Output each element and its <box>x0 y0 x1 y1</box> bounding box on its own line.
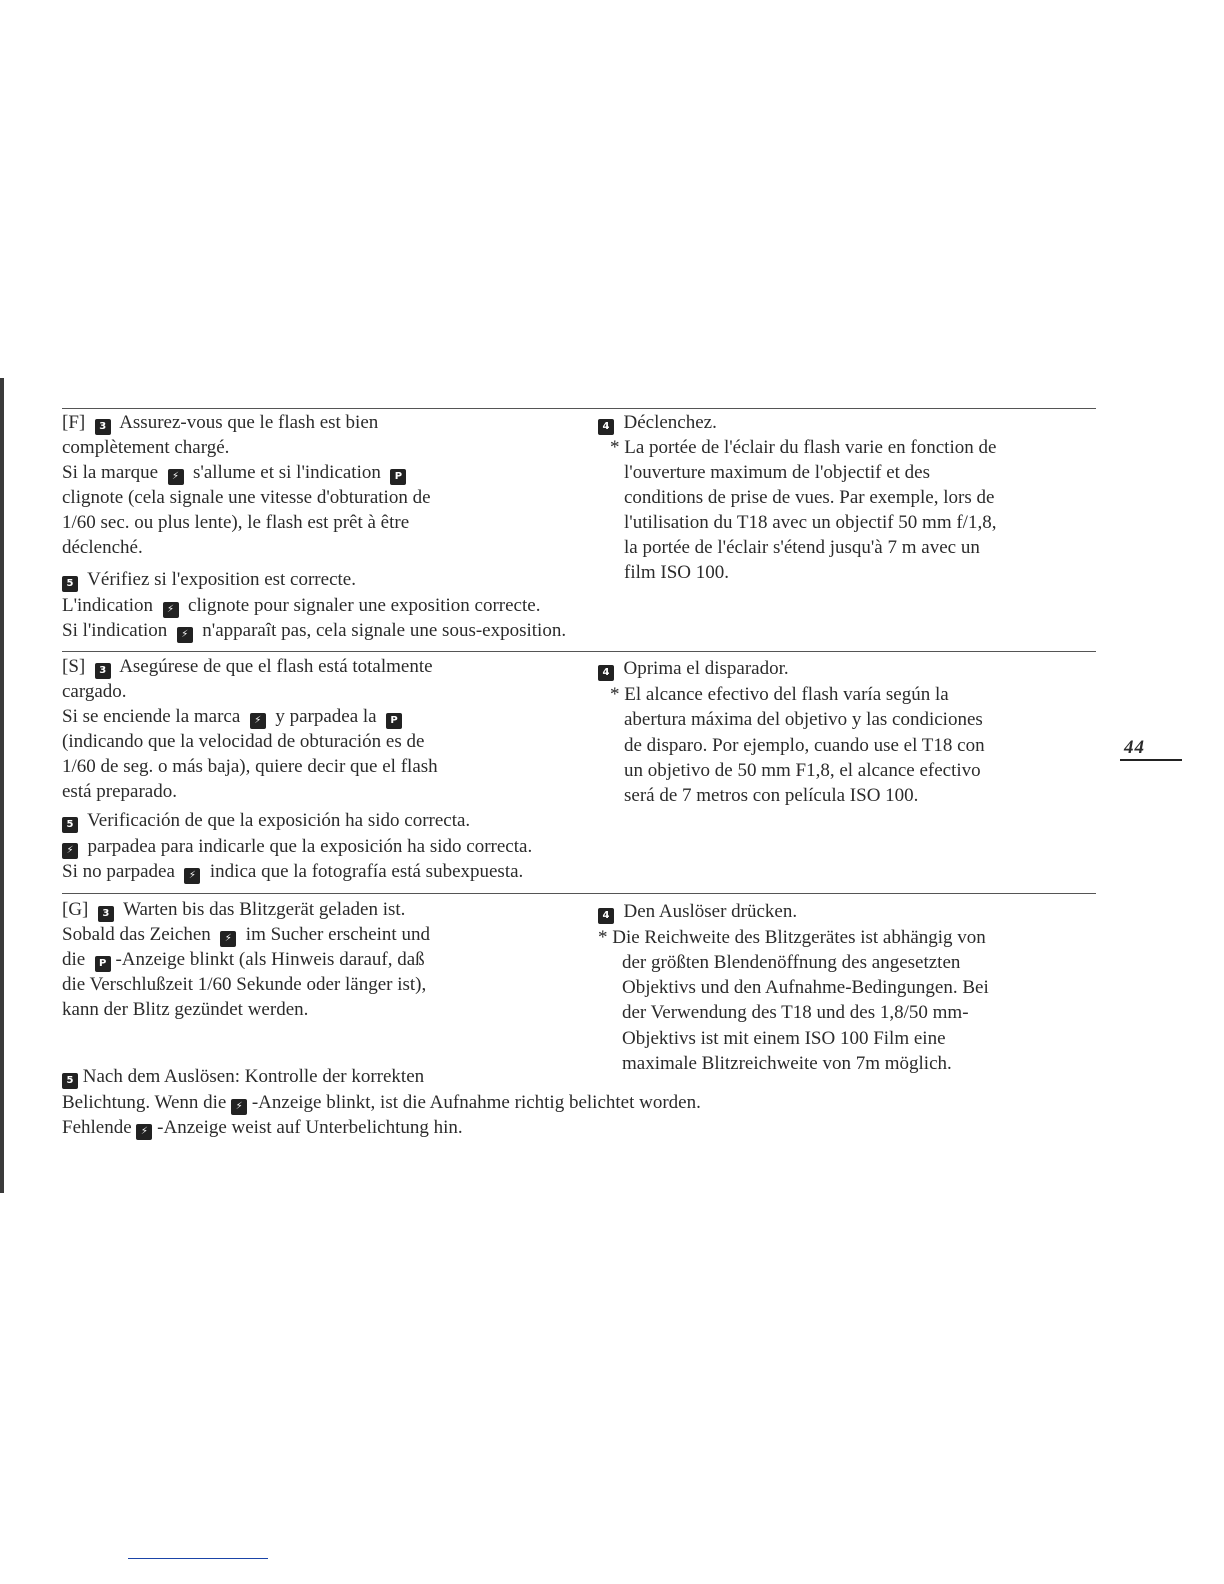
es-right-2: * El alcance efectivo del flash varía según la <box>610 684 949 705</box>
flash-ready-icon: ⚡ <box>250 713 266 729</box>
fr-text: n'apparaît pas, cela signale une sous-exposition. <box>202 620 567 641</box>
de-line-5: kann der Blitz gezündet werden. <box>62 999 309 1020</box>
de-text: Nach dem Auslösen: Kontrolle der korrekten <box>82 1066 425 1087</box>
de-right-4: Objektivs und den Aufnahme-Bedingungen. Bei <box>622 977 989 998</box>
es-text: y parpadea la <box>275 706 377 727</box>
es-text: Verificación de que la exposición ha sido correcta. <box>87 810 471 831</box>
p-indicator-icon: P <box>95 956 111 972</box>
es-bottom-2 <box>62 834 532 859</box>
flash-ready-icon: ⚡ <box>168 469 184 485</box>
es-line-4: (indicando que la velocidad de obturación es de <box>62 731 425 752</box>
de-text: Fehlende <box>62 1117 132 1138</box>
es-text: indica que la fotografía está subexpuesta. <box>209 861 524 882</box>
es-text: Oprima el disparador. <box>623 658 789 679</box>
es-line-2: cargado. <box>62 681 127 702</box>
es-text: Si se enciende la marca <box>62 706 241 727</box>
de-right-7: maximale Blitzreichweite von 7m möglich. <box>622 1053 952 1074</box>
fr-text: Vérifiez si l'exposition est correcte. <box>87 569 356 590</box>
de-text: Warten bis das Blitzgerät geladen ist. <box>123 899 406 920</box>
p-indicator-icon: P <box>390 469 406 485</box>
section-divider-es <box>62 651 1096 652</box>
page-number: 44 <box>1124 737 1145 758</box>
step-5-icon: 5 <box>62 576 78 592</box>
step-5-icon: 5 <box>62 1073 78 1089</box>
fr-right-5: l'utilisation du T18 avec un objectif 50 mm f/1,8, <box>624 512 997 533</box>
de-right-6: Objektivs ist mit einem ISO 100 Film eine <box>622 1028 946 1049</box>
fr-bottom-1 <box>62 567 356 592</box>
fr-right-4: conditions de prise de vues. Par exemple, lors de <box>624 487 995 508</box>
lang-label-fr: [F] <box>62 412 86 433</box>
fr-line-4: clignote (cela signale une vitesse d'obturation de <box>62 487 431 508</box>
fr-bottom-2 <box>62 593 540 618</box>
lang-label-es: [S] <box>62 656 86 677</box>
step-3-icon: 3 <box>95 419 111 435</box>
fr-line-1 <box>62 410 378 435</box>
de-bottom-2 <box>62 1090 701 1115</box>
es-text: Si no parpadea <box>62 861 175 882</box>
fr-text: clignote pour signaler une exposition correcte. <box>188 595 541 616</box>
es-right-3: abertura máxima del objetivo y las condiciones <box>624 709 983 730</box>
es-line-3 <box>62 704 402 729</box>
section-divider-de <box>62 893 1096 894</box>
de-text: die <box>62 949 86 970</box>
fr-text: Si la marque <box>62 462 159 483</box>
lang-label-de: [G] <box>62 899 89 920</box>
step-4-icon: 4 <box>598 419 614 435</box>
de-text: -Anzeige weist auf Unterbelichtung hin. <box>157 1117 463 1138</box>
de-text: -Anzeige blinkt, ist die Aufnahme richtig belichtet worden. <box>251 1092 701 1113</box>
es-text: parpadea para indicarle que la exposición ha sido correcta. <box>87 836 533 857</box>
fr-bottom-3 <box>62 618 566 643</box>
de-line-4: die Verschlußzeit 1/60 Sekunde oder länger ist), <box>62 974 427 995</box>
step-3-icon: 3 <box>98 906 114 922</box>
fr-text: Déclenchez. <box>623 412 717 433</box>
de-text: -Anzeige blinkt (als Hinweis darauf, daß <box>115 949 425 970</box>
es-bottom-3 <box>62 859 523 884</box>
fr-text: L'indication <box>62 595 154 616</box>
es-right-1 <box>598 656 789 681</box>
de-right-2: * Die Reichweite des Blitzgerätes ist abhängig von <box>598 927 986 948</box>
exposure-ok-icon: ⚡ <box>177 627 193 643</box>
fr-line-2: complètement chargé. <box>62 437 230 458</box>
fr-right-3: l'ouverture maximum de l'objectif et des <box>624 462 931 483</box>
es-right-6: será de 7 metros con película ISO 100. <box>624 785 919 806</box>
de-right-5: der Verwendung des T18 und des 1,8/50 mm- <box>622 1002 969 1023</box>
footer-rule <box>128 1558 268 1559</box>
exposure-ok-icon: ⚡ <box>62 843 78 859</box>
step-4-icon: 4 <box>598 665 614 681</box>
de-text: Den Auslöser drücken. <box>623 901 798 922</box>
p-indicator-icon: P <box>386 713 402 729</box>
es-line-1 <box>62 654 433 679</box>
flash-ready-icon: ⚡ <box>220 931 236 947</box>
es-line-5: 1/60 de seg. o más baja), quiere decir que el flash <box>62 756 438 777</box>
page-edge-shadow <box>0 378 4 1193</box>
exposure-ok-icon: ⚡ <box>231 1099 247 1115</box>
es-right-5: un objetivo de 50 mm F1,8, el alcance efectivo <box>624 760 981 781</box>
fr-right-1 <box>598 410 717 435</box>
de-text: im Sucher erscheint und <box>245 924 430 945</box>
fr-line-5: 1/60 sec. ou plus lente), le flash est prêt à être <box>62 512 410 533</box>
de-bottom-3 <box>62 1115 463 1140</box>
step-5-icon: 5 <box>62 817 78 833</box>
de-line-1 <box>62 897 405 922</box>
fr-text: Assurez-vous que le flash est bien <box>119 412 379 433</box>
fr-right-2: * La portée de l'éclair du flash varie en fonction de <box>610 437 997 458</box>
fr-line-3 <box>62 460 406 485</box>
page-number-rule <box>1120 759 1182 761</box>
de-text: Belichtung. Wenn die <box>62 1092 227 1113</box>
exposure-ok-icon: ⚡ <box>136 1124 152 1140</box>
de-line-2 <box>62 922 430 947</box>
de-right-1 <box>598 899 797 924</box>
fr-line-6: déclenché. <box>62 537 143 558</box>
section-divider-fr <box>62 408 1096 409</box>
es-line-6: está preparado. <box>62 781 177 802</box>
fr-right-7: film ISO 100. <box>624 562 730 583</box>
fr-right-6: la portée de l'éclair s'étend jusqu'à 7 m avec un <box>624 537 980 558</box>
exposure-ok-icon: ⚡ <box>163 602 179 618</box>
de-line-3 <box>62 947 425 972</box>
fr-text: Si l'indication <box>62 620 168 641</box>
fr-text: s'allume et si l'indication <box>193 462 381 483</box>
es-text: Asegúrese de que el flash está totalmente <box>119 656 433 677</box>
de-right-3: der größten Blendenöffnung des angesetzten <box>622 952 961 973</box>
de-bottom-1 <box>62 1064 424 1089</box>
es-right-4: de disparo. Por ejemplo, cuando use el T18 con <box>624 735 985 756</box>
exposure-ok-icon: ⚡ <box>184 868 200 884</box>
step-4-icon: 4 <box>598 908 614 924</box>
de-text: Sobald das Zeichen <box>62 924 211 945</box>
es-bottom-1 <box>62 808 470 833</box>
step-3-icon: 3 <box>95 663 111 679</box>
